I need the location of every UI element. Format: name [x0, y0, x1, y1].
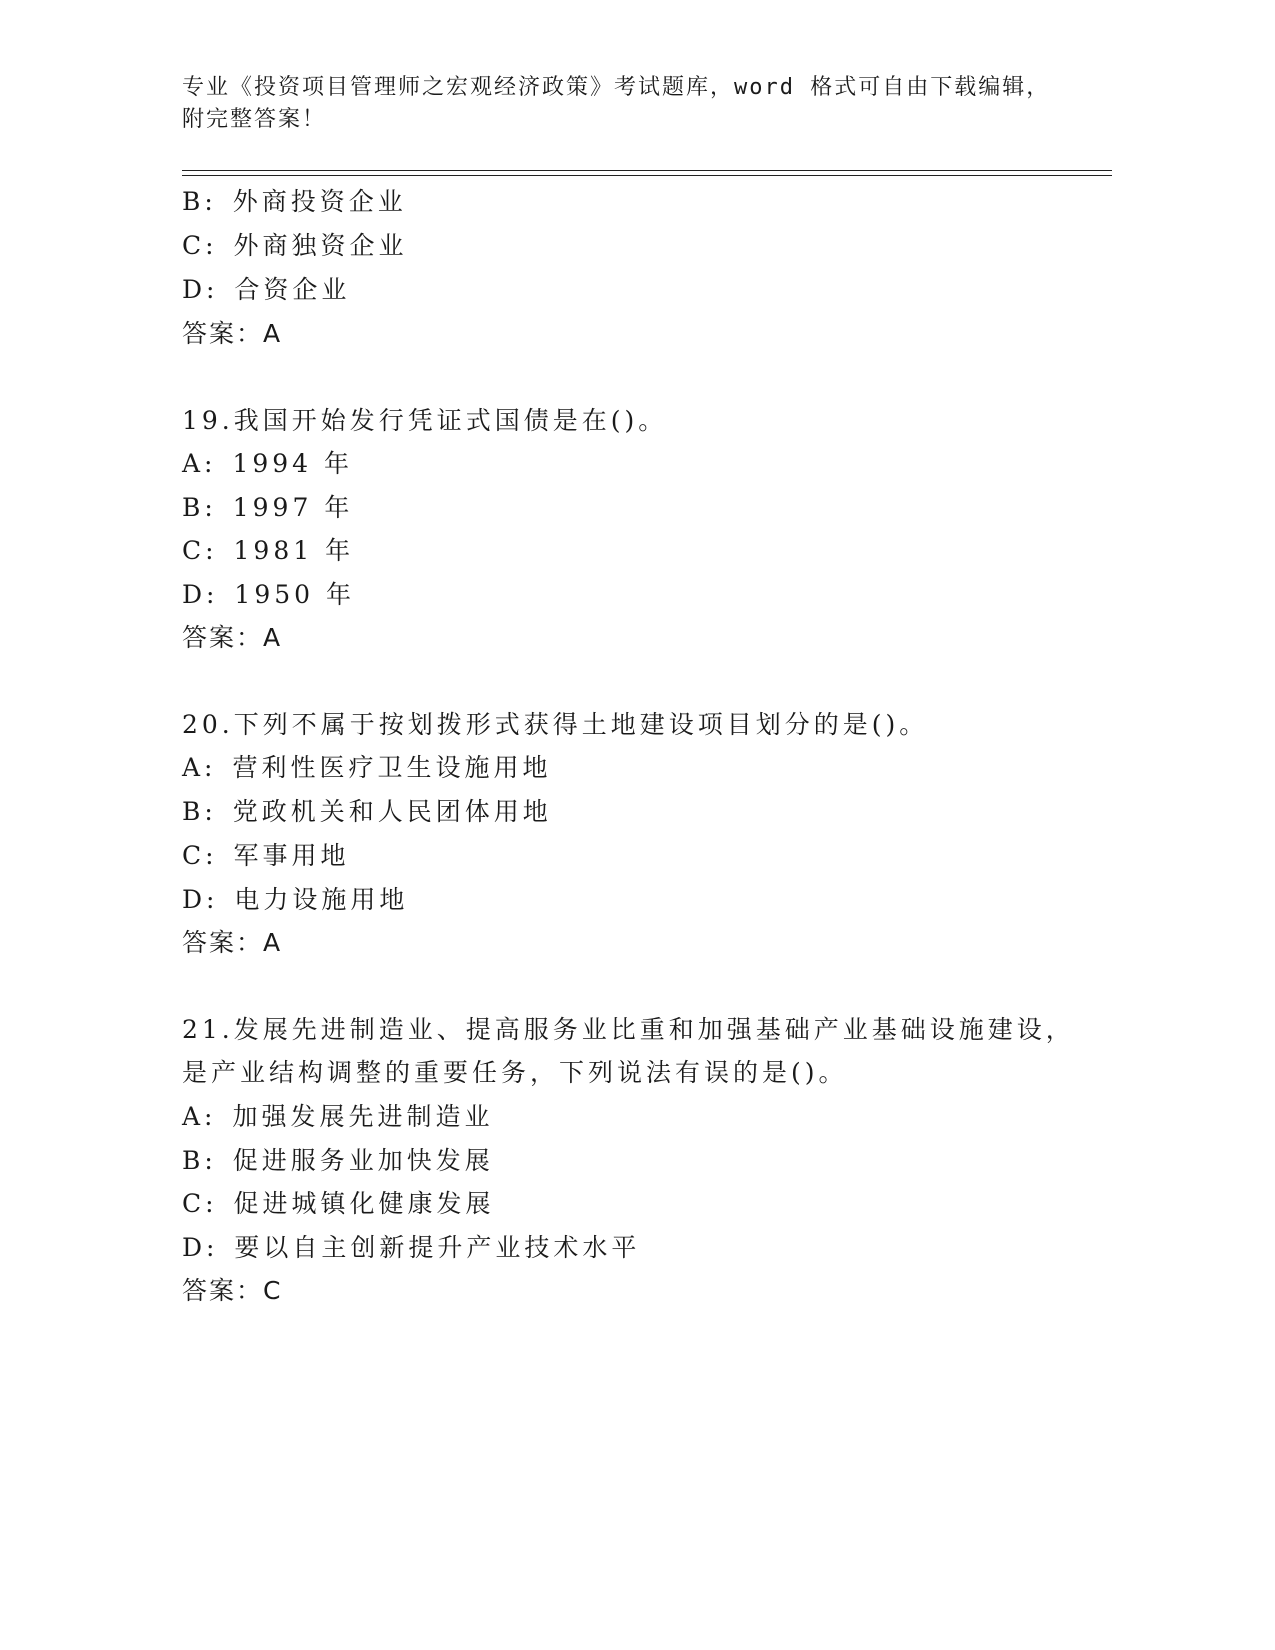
- option-key: C:: [182, 231, 218, 260]
- question-stem: 20.下列不属于按划拨形式获得土地建设项目划分的是()。: [182, 710, 929, 739]
- option-key: A:: [182, 449, 217, 478]
- option-line: [182, 885, 408, 915]
- header-divider-top: [182, 170, 1112, 171]
- option-text: 电力设施用地: [234, 885, 409, 914]
- option-line: [182, 449, 353, 479]
- answer-line: 答案：A: [182, 928, 283, 957]
- option-text: 加强发展先进制造业: [232, 1102, 494, 1131]
- header-line-1: 专业《投资项目管理师之宏观经济政策》考试题库，word 格式可自由下载编辑，: [182, 75, 1051, 100]
- answer-line: 答案：A: [182, 623, 283, 652]
- option-line: [182, 1189, 495, 1219]
- option-line: [182, 841, 350, 871]
- option-key: D:: [182, 1233, 219, 1262]
- option-text: 合资企业: [234, 275, 351, 304]
- option-line: [182, 1146, 494, 1176]
- document-header: [182, 72, 1062, 136]
- option-key: D:: [182, 580, 219, 609]
- option-line: [182, 231, 408, 261]
- option-text: 促进城镇化健康发展: [233, 1189, 495, 1218]
- answer-line: 答案：A: [182, 319, 283, 348]
- option-text: 1981 年: [233, 536, 355, 565]
- option-key: B:: [182, 797, 217, 826]
- option-line: [182, 753, 551, 783]
- option-text: 外商独资企业: [233, 231, 408, 260]
- option-text: 党政机关和人民团体用地: [232, 797, 552, 826]
- option-key: C:: [182, 841, 218, 870]
- option-key: C:: [182, 1189, 218, 1218]
- option-line: [182, 1102, 493, 1132]
- question-stem-continued: 是产业结构调整的重要任务，下列说法有误的是()。: [182, 1058, 848, 1087]
- option-line: [182, 797, 552, 827]
- option-text: 军事用地: [233, 841, 350, 870]
- option-key: B:: [182, 1146, 217, 1175]
- option-line: [182, 536, 354, 566]
- option-key: C:: [182, 536, 218, 565]
- option-line: [182, 1233, 640, 1263]
- answer-line: 答案：C: [182, 1276, 283, 1305]
- option-text: 1997 年: [232, 493, 354, 522]
- header-divider-bottom: [182, 175, 1112, 176]
- option-text: 要以自主创新提升产业技术水平: [234, 1233, 641, 1262]
- option-key: A:: [182, 1102, 217, 1131]
- option-line: [182, 493, 353, 523]
- question-stem: 19.我国开始发行凭证式国债是在()。: [182, 406, 668, 435]
- option-line: [182, 580, 355, 610]
- question-stem: 21.发展先进制造业、提高服务业比重和加强基础产业基础设施建设，: [182, 1015, 1075, 1044]
- option-key: B:: [182, 493, 217, 522]
- option-line: [182, 187, 407, 217]
- option-text: 外商投资企业: [232, 187, 407, 216]
- option-text: 营利性医疗卫生设施用地: [232, 753, 552, 782]
- option-text: 1994 年: [232, 449, 354, 478]
- option-key: B:: [182, 187, 217, 216]
- header-line-2: 附完整答案！: [182, 107, 327, 132]
- option-key: D:: [182, 885, 219, 914]
- option-line: [182, 275, 350, 305]
- option-text: 1950 年: [234, 580, 355, 609]
- option-text: 促进服务业加快发展: [232, 1146, 494, 1175]
- option-key: A:: [182, 753, 217, 782]
- option-key: D:: [182, 275, 219, 304]
